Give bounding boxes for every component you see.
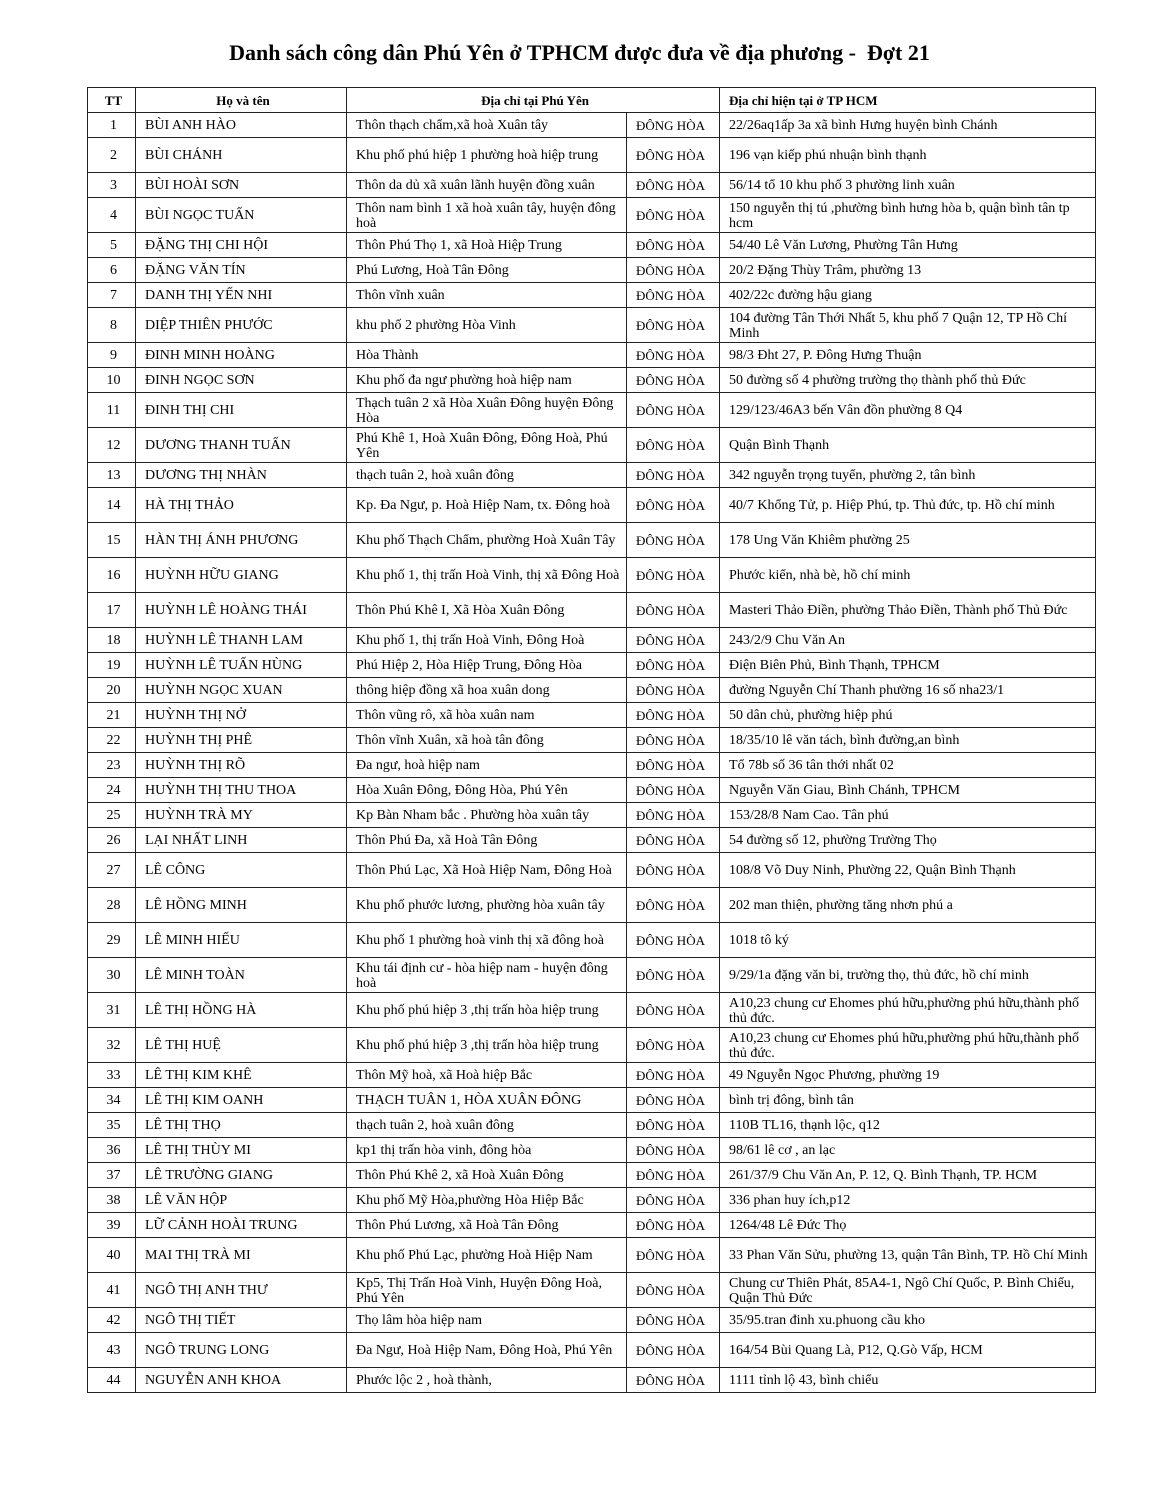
table-row [88, 1063, 1096, 1088]
header-address-hcm: Địa chỉ hiện tại ở TP HCM [720, 88, 1096, 113]
address-phu-yen: Thôn da dủ xã xuân lãnh huyện đồng xuân [347, 173, 627, 198]
citizen-name: LÊ THỊ THỌ [136, 1113, 347, 1138]
address-hcm: A10,23 chung cư Ehomes phú hữu,phường phú hữu,thành phố thủ đức. [720, 1028, 1096, 1063]
address-hcm: 402/22c đường hậu giang [720, 283, 1096, 308]
district: ĐÔNG HÒA [627, 523, 720, 558]
citizen-name: HUỲNH LÊ TUẤN HÙNG [136, 653, 347, 678]
district: ĐÔNG HÒA [627, 173, 720, 198]
address-hcm: 196 vạn kiếp phú nhuận bình thạnh [720, 138, 1096, 173]
table-row [88, 923, 1096, 958]
district: ĐÔNG HÒA [627, 888, 720, 923]
address-hcm: 104 đường Tân Thới Nhất 5, khu phố 7 Quận 12, TP Hồ Chí Minh [720, 308, 1096, 343]
district: ĐÔNG HÒA [627, 828, 720, 853]
row-number: 4 [88, 198, 136, 233]
district: ĐÔNG HÒA [627, 1028, 720, 1063]
address-phu-yen: Khu phố phú hiệp 3 ,thị trấn hòa hiệp trung [347, 1028, 627, 1063]
table-row [88, 198, 1096, 233]
address-hcm: 1264/48 Lê Đức Thọ [720, 1213, 1096, 1238]
district: ĐÔNG HÒA [627, 1063, 720, 1088]
district: ĐÔNG HÒA [627, 283, 720, 308]
district: ĐÔNG HÒA [627, 993, 720, 1028]
address-phu-yen: Khu tái định cư - hòa hiệp nam - huyện đông hoà [347, 958, 627, 993]
citizen-name: LỮ CẢNH HOÀI TRUNG [136, 1213, 347, 1238]
table-row [88, 523, 1096, 558]
citizen-name: BÙI ANH HÀO [136, 113, 347, 138]
address-hcm: đường Nguyễn Chí Thanh phường 16 số nha23/1 [720, 678, 1096, 703]
row-number: 27 [88, 853, 136, 888]
address-hcm: 50 dân chủ, phường hiệp phú [720, 703, 1096, 728]
district: ĐÔNG HÒA [627, 233, 720, 258]
table-row [88, 258, 1096, 283]
address-hcm: bình trị đông, bình tân [720, 1088, 1096, 1113]
address-phu-yen: Hòa Thành [347, 343, 627, 368]
district: ĐÔNG HÒA [627, 958, 720, 993]
citizen-name: DƯƠNG THANH TUẤN [136, 428, 347, 463]
table-row [88, 828, 1096, 853]
address-phu-yen: Đa ngư, hoà hiệp nam [347, 753, 627, 778]
address-hcm: Phước kiển, nhà bè, hồ chí minh [720, 558, 1096, 593]
row-number: 18 [88, 628, 136, 653]
district: ĐÔNG HÒA [627, 1273, 720, 1308]
citizen-name: LẠI NHẤT LINH [136, 828, 347, 853]
address-hcm: 54/40 Lê Văn Lương, Phường Tân Hưng [720, 233, 1096, 258]
table-body [88, 113, 1096, 1393]
address-phu-yen: Phú Lương, Hoà Tân Đông [347, 258, 627, 283]
citizen-name: LÊ HỒNG MINH [136, 888, 347, 923]
row-number: 14 [88, 488, 136, 523]
address-hcm: Điện Biên Phủ, Bình Thạnh, TPHCM [720, 653, 1096, 678]
citizen-table [87, 87, 1096, 1393]
row-number: 36 [88, 1138, 136, 1163]
address-phu-yen: Thạch tuân 2 xã Hòa Xuân Đông huyện Đông Hòa [347, 393, 627, 428]
address-hcm: 243/2/9 Chu Văn An [720, 628, 1096, 653]
district: ĐÔNG HÒA [627, 1308, 720, 1333]
address-phu-yen: Khu phố 1, thị trấn Hoà Vinh, Đông Hoà [347, 628, 627, 653]
district: ĐÔNG HÒA [627, 653, 720, 678]
address-phu-yen: khu phố 2 phường Hòa Vinh [347, 308, 627, 343]
district: ĐÔNG HÒA [627, 558, 720, 593]
address-phu-yen: thạch tuân 2, hoà xuân đông [347, 463, 627, 488]
district: ĐÔNG HÒA [627, 1163, 720, 1188]
table-row [88, 678, 1096, 703]
address-phu-yen: Thôn vĩnh xuân [347, 283, 627, 308]
table-row [88, 1308, 1096, 1333]
table-row [88, 428, 1096, 463]
district: ĐÔNG HÒA [627, 628, 720, 653]
citizen-name: LÊ THỊ KIM OANH [136, 1088, 347, 1113]
address-phu-yen: Khu phố 1, thị trấn Hoà Vinh, thị xã Đông Hoà [347, 558, 627, 593]
row-number: 22 [88, 728, 136, 753]
row-number: 41 [88, 1273, 136, 1308]
table-row [88, 1028, 1096, 1063]
district: ĐÔNG HÒA [627, 138, 720, 173]
address-hcm: 336 phan huy ích,p12 [720, 1188, 1096, 1213]
address-hcm: 1018 tô ký [720, 923, 1096, 958]
citizen-name: LÊ VĂN HỘP [136, 1188, 347, 1213]
row-number: 42 [88, 1308, 136, 1333]
address-hcm: 50 đường số 4 phường trường thọ thành phố thủ Đức [720, 368, 1096, 393]
row-number: 39 [88, 1213, 136, 1238]
table-row [88, 463, 1096, 488]
citizen-name: HUỲNH LÊ HOÀNG THÁI [136, 593, 347, 628]
citizen-name: ĐINH MINH HOÀNG [136, 343, 347, 368]
district: ĐÔNG HÒA [627, 923, 720, 958]
district: ĐÔNG HÒA [627, 1333, 720, 1368]
row-number: 6 [88, 258, 136, 283]
district: ĐÔNG HÒA [627, 1138, 720, 1163]
district: ĐÔNG HÒA [627, 728, 720, 753]
table-row [88, 308, 1096, 343]
citizen-name: NGÔ TRUNG LONG [136, 1333, 347, 1368]
table-row [88, 803, 1096, 828]
table-row [88, 653, 1096, 678]
citizen-name: HUỲNH THỊ PHÊ [136, 728, 347, 753]
address-phu-yen: Kp5, Thị Trấn Hoà Vinh, Huyện Đông Hoà, Phú Yên [347, 1273, 627, 1308]
row-number: 26 [88, 828, 136, 853]
address-hcm: 22/26aq1ấp 3a xã bình Hưng huyện bình Chánh [720, 113, 1096, 138]
district: ĐÔNG HÒA [627, 1188, 720, 1213]
table-header-row [88, 88, 1096, 113]
address-hcm: 18/35/10 lê văn tách, bình đường,an bình [720, 728, 1096, 753]
citizen-name: LÊ THỊ HỒNG HÀ [136, 993, 347, 1028]
address-phu-yen: Thôn thạch chẩm,xã hoà Xuân tây [347, 113, 627, 138]
table-row [88, 728, 1096, 753]
address-phu-yen: Khu phố Thạch Chẩm, phường Hoà Xuân Tây [347, 523, 627, 558]
citizen-name: DANH THỊ YẾN NHI [136, 283, 347, 308]
address-hcm: 9/29/1a đặng văn bi, trường thọ, thủ đức, hồ chí minh [720, 958, 1096, 993]
row-number: 1 [88, 113, 136, 138]
row-number: 29 [88, 923, 136, 958]
district: ĐÔNG HÒA [627, 1213, 720, 1238]
address-phu-yen: Khu phố phú hiệp 1 phường hoà hiệp trung [347, 138, 627, 173]
district: ĐÔNG HÒA [627, 113, 720, 138]
address-phu-yen: Khu phố Mỹ Hòa,phường Hòa Hiệp Bắc [347, 1188, 627, 1213]
citizen-name: DIỆP THIÊN PHƯỚC [136, 308, 347, 343]
row-number: 20 [88, 678, 136, 703]
district: ĐÔNG HÒA [627, 198, 720, 233]
citizen-name: LÊ MINH HIẾU [136, 923, 347, 958]
address-phu-yen: Thôn vũng rô, xã hòa xuân nam [347, 703, 627, 728]
row-number: 30 [88, 958, 136, 993]
table-row [88, 233, 1096, 258]
citizen-name: NGÔ THỊ TIẾT [136, 1308, 347, 1333]
row-number: 43 [88, 1333, 136, 1368]
citizen-name: NGÔ THỊ ANH THƯ [136, 1273, 347, 1308]
row-number: 40 [88, 1238, 136, 1273]
address-hcm: 150 nguyễn thị tú ,phường bình hưng hòa b, quận bình tân tp hcm [720, 198, 1096, 233]
citizen-name: ĐINH NGỌC SƠN [136, 368, 347, 393]
address-hcm: 110B TL16, thạnh lộc, q12 [720, 1113, 1096, 1138]
address-hcm: A10,23 chung cư Ehomes phú hữu,phường phú hữu,thành phố thủ đức. [720, 993, 1096, 1028]
table-row [88, 558, 1096, 593]
table-row [88, 703, 1096, 728]
address-phu-yen: Thọ lâm hòa hiệp nam [347, 1308, 627, 1333]
citizen-name: HUỲNH NGỌC XUAN [136, 678, 347, 703]
row-number: 11 [88, 393, 136, 428]
table-row [88, 1238, 1096, 1273]
citizen-name: HUỲNH TRÀ MY [136, 803, 347, 828]
address-phu-yen: Khu phố Phú Lạc, phường Hoà Hiệp Nam [347, 1238, 627, 1273]
address-hcm: 98/61 lê cơ , an lạc [720, 1138, 1096, 1163]
table-row [88, 138, 1096, 173]
address-hcm: 56/14 tổ 10 khu phố 3 phường linh xuân [720, 173, 1096, 198]
address-hcm: Quận Bình Thạnh [720, 428, 1096, 463]
district: ĐÔNG HÒA [627, 778, 720, 803]
address-hcm: Chung cư Thiên Phát, 85A4-1, Ngô Chí Quốc, P. Bình Chiểu, Quận Thủ Đức [720, 1273, 1096, 1308]
header-tt: TT [88, 88, 136, 113]
address-phu-yen: Thôn Phú Đa, xã Hoà Tân Đông [347, 828, 627, 853]
table-row [88, 113, 1096, 138]
address-hcm: 178 Ung Văn Khiêm phường 25 [720, 523, 1096, 558]
row-number: 7 [88, 283, 136, 308]
row-number: 8 [88, 308, 136, 343]
address-hcm: 129/123/46A3 bến Vân đồn phường 8 Q4 [720, 393, 1096, 428]
table-row [88, 368, 1096, 393]
district: ĐÔNG HÒA [627, 593, 720, 628]
citizen-name: BÙI CHÁNH [136, 138, 347, 173]
table-row [88, 1088, 1096, 1113]
row-number: 13 [88, 463, 136, 488]
citizen-name: HUỲNH THỊ THU THOA [136, 778, 347, 803]
address-hcm: 20/2 Đặng Thùy Trâm, phường 13 [720, 258, 1096, 283]
district: ĐÔNG HÒA [627, 1088, 720, 1113]
address-phu-yen: thông hiệp đồng xã hoa xuân dong [347, 678, 627, 703]
table-row [88, 1273, 1096, 1308]
district: ĐÔNG HÒA [627, 343, 720, 368]
address-phu-yen: thạch tuân 2, hoà xuân đông [347, 1113, 627, 1138]
district: ĐÔNG HÒA [627, 753, 720, 778]
address-phu-yen: Thôn Phú Thọ 1, xã Hoà Hiệp Trung [347, 233, 627, 258]
district: ĐÔNG HÒA [627, 678, 720, 703]
table-row [88, 1333, 1096, 1368]
district: ĐÔNG HÒA [627, 803, 720, 828]
page-title: Danh sách công dân Phú Yên ở TPHCM được đưa về địa phương - Đợt 21 [229, 40, 930, 65]
table-row [88, 853, 1096, 888]
address-hcm: 202 man thiện, phường tăng nhơn phú a [720, 888, 1096, 923]
table-row [88, 1213, 1096, 1238]
address-hcm: 54 đường số 12, phường Trường Thọ [720, 828, 1096, 853]
address-hcm: 40/7 Khổng Tử, p. Hiệp Phú, tp. Thủ đức, tp. Hồ chí minh [720, 488, 1096, 523]
row-number: 9 [88, 343, 136, 368]
table-row [88, 753, 1096, 778]
citizen-name: BÙI NGỌC TUẤN [136, 198, 347, 233]
district: ĐÔNG HÒA [627, 488, 720, 523]
citizen-name: ĐẶNG VĂN TÍN [136, 258, 347, 283]
row-number: 28 [88, 888, 136, 923]
address-phu-yen: Hòa Xuân Đông, Đông Hòa, Phú Yên [347, 778, 627, 803]
row-number: 24 [88, 778, 136, 803]
row-number: 19 [88, 653, 136, 678]
address-phu-yen: Thôn Phú Lương, xã Hoà Tân Đông [347, 1213, 627, 1238]
address-hcm: 98/3 Đht 27, P. Đông Hưng Thuận [720, 343, 1096, 368]
citizen-name: BÙI HOÀI SƠN [136, 173, 347, 198]
row-number: 25 [88, 803, 136, 828]
table-row [88, 1138, 1096, 1163]
address-phu-yen: Khu phố phước lương, phường hòa xuân tây [347, 888, 627, 923]
address-hcm: 342 nguyễn trọng tuyển, phường 2, tân bình [720, 463, 1096, 488]
address-phu-yen: Thôn Phú Khê 2, xã Hoà Xuân Đông [347, 1163, 627, 1188]
address-hcm: 164/54 Bùi Quang Là, P12, Q.Gò Vấp, HCM [720, 1333, 1096, 1368]
address-phu-yen: THẠCH TUÂN 1, HÒA XUÂN ĐÔNG [347, 1088, 627, 1113]
district: ĐÔNG HÒA [627, 368, 720, 393]
address-hcm: Nguyễn Văn Giau, Bình Chánh, TPHCM [720, 778, 1096, 803]
address-phu-yen: Phước lộc 2 , hoà thành, [347, 1368, 627, 1393]
citizen-name: MAI THỊ TRÀ MI [136, 1238, 347, 1273]
address-hcm: 35/95.tran đinh xu.phuong cầu kho [720, 1308, 1096, 1333]
address-hcm: 49 Nguyễn Ngọc Phương, phường 19 [720, 1063, 1096, 1088]
table-row [88, 173, 1096, 198]
district: ĐÔNG HÒA [627, 393, 720, 428]
address-phu-yen: Phú Hiệp 2, Hòa Hiệp Trung, Đông Hòa [347, 653, 627, 678]
address-hcm: 108/8 Võ Duy Ninh, Phường 22, Quận Bình Thạnh [720, 853, 1096, 888]
address-phu-yen: Phú Khê 1, Hoà Xuân Đông, Đông Hoà, Phú Yên [347, 428, 627, 463]
row-number: 16 [88, 558, 136, 593]
citizen-name: HUỲNH LÊ THANH LAM [136, 628, 347, 653]
citizen-name: HUỲNH THỊ RÕ [136, 753, 347, 778]
citizen-name: LÊ THỊ KIM KHÊ [136, 1063, 347, 1088]
address-phu-yen: Đa Ngư, Hoà Hiệp Nam, Đông Hoà, Phú Yên [347, 1333, 627, 1368]
citizen-name: LÊ THỊ HUỆ [136, 1028, 347, 1063]
citizen-name: LÊ MINH TOÀN [136, 958, 347, 993]
address-phu-yen: Khu phố 1 phường hoà vinh thị xã đông hoà [347, 923, 627, 958]
header-address-phu-yen: Địa chỉ tại Phú Yên [347, 88, 720, 113]
address-hcm: 1111 tỉnh lộ 43, bình chiểu [720, 1368, 1096, 1393]
district: ĐÔNG HÒA [627, 463, 720, 488]
row-number: 31 [88, 993, 136, 1028]
district: ĐÔNG HÒA [627, 1238, 720, 1273]
table-row [88, 283, 1096, 308]
address-phu-yen: Thôn Phú Lạc, Xã Hoà Hiệp Nam, Đông Hoà [347, 853, 627, 888]
address-hcm: 261/37/9 Chu Văn An, P. 12, Q. Bình Thạnh, TP. HCM [720, 1163, 1096, 1188]
district: ĐÔNG HÒA [627, 308, 720, 343]
address-phu-yen: Khu phố đa ngư phường hoà hiệp nam [347, 368, 627, 393]
table-row [88, 778, 1096, 803]
citizen-name: LÊ CÔNG [136, 853, 347, 888]
address-hcm: Tổ 78b số 36 tân thới nhất 02 [720, 753, 1096, 778]
row-number: 2 [88, 138, 136, 173]
table-row [88, 993, 1096, 1028]
address-phu-yen: kp1 thị trấn hòa vinh, đông hòa [347, 1138, 627, 1163]
row-number: 23 [88, 753, 136, 778]
address-hcm: 153/28/8 Nam Cao. Tân phú [720, 803, 1096, 828]
address-phu-yen: Khu phố phú hiệp 3 ,thị trấn hòa hiệp trung [347, 993, 627, 1028]
row-number: 37 [88, 1163, 136, 1188]
table-row [88, 1188, 1096, 1213]
row-number: 12 [88, 428, 136, 463]
header-name: Họ và tên [136, 88, 347, 113]
district: ĐÔNG HÒA [627, 1368, 720, 1393]
row-number: 34 [88, 1088, 136, 1113]
address-phu-yen: Thôn Phú Khê I, Xã Hòa Xuân Đông [347, 593, 627, 628]
citizen-name: ĐẶNG THỊ CHI HỘI [136, 233, 347, 258]
row-number: 10 [88, 368, 136, 393]
citizen-name: LÊ TRƯỜNG GIANG [136, 1163, 347, 1188]
table-row [88, 393, 1096, 428]
row-number: 3 [88, 173, 136, 198]
row-number: 21 [88, 703, 136, 728]
table-row [88, 488, 1096, 523]
address-phu-yen: Thôn Mỹ hoà, xã Hoà hiệp Bắc [347, 1063, 627, 1088]
address-phu-yen: Kp. Đa Ngư, p. Hoà Hiệp Nam, tx. Đông hoà [347, 488, 627, 523]
row-number: 38 [88, 1188, 136, 1213]
citizen-name: DƯƠNG THỊ NHÀN [136, 463, 347, 488]
row-number: 44 [88, 1368, 136, 1393]
address-phu-yen: Kp Bàn Nham bắc . Phường hòa xuân tây [347, 803, 627, 828]
table-row [88, 958, 1096, 993]
district: ĐÔNG HÒA [627, 428, 720, 463]
table-row [88, 628, 1096, 653]
citizen-name: HÀ THỊ THẢO [136, 488, 347, 523]
citizen-name: NGUYỄN ANH KHOA [136, 1368, 347, 1393]
citizen-name: LÊ THỊ THÙY MI [136, 1138, 347, 1163]
table-row [88, 888, 1096, 923]
table-row [88, 1368, 1096, 1393]
address-phu-yen: Thôn vĩnh Xuân, xã hoà tân đông [347, 728, 627, 753]
address-hcm: Masteri Thảo Điền, phường Thảo Điền, Thành phố Thủ Đức [720, 593, 1096, 628]
district: ĐÔNG HÒA [627, 853, 720, 888]
address-hcm: 33 Phan Văn Sửu, phường 13, quận Tân Bình, TP. Hồ Chí Minh [720, 1238, 1096, 1273]
citizen-name: HUỲNH THỊ NỞ [136, 703, 347, 728]
row-number: 15 [88, 523, 136, 558]
citizen-name: HÀN THỊ ÁNH PHƯƠNG [136, 523, 347, 558]
citizen-name: ĐINH THỊ CHI [136, 393, 347, 428]
table-row [88, 593, 1096, 628]
row-number: 5 [88, 233, 136, 258]
row-number: 17 [88, 593, 136, 628]
district: ĐÔNG HÒA [627, 258, 720, 283]
table-row [88, 1113, 1096, 1138]
address-phu-yen: Thôn nam bình 1 xã hoà xuân tây, huyện đông hoà [347, 198, 627, 233]
row-number: 35 [88, 1113, 136, 1138]
table-row [88, 1163, 1096, 1188]
row-number: 33 [88, 1063, 136, 1088]
row-number: 32 [88, 1028, 136, 1063]
district: ĐÔNG HÒA [627, 703, 720, 728]
district: ĐÔNG HÒA [627, 1113, 720, 1138]
table-row [88, 343, 1096, 368]
citizen-name: HUỲNH HỮU GIANG [136, 558, 347, 593]
